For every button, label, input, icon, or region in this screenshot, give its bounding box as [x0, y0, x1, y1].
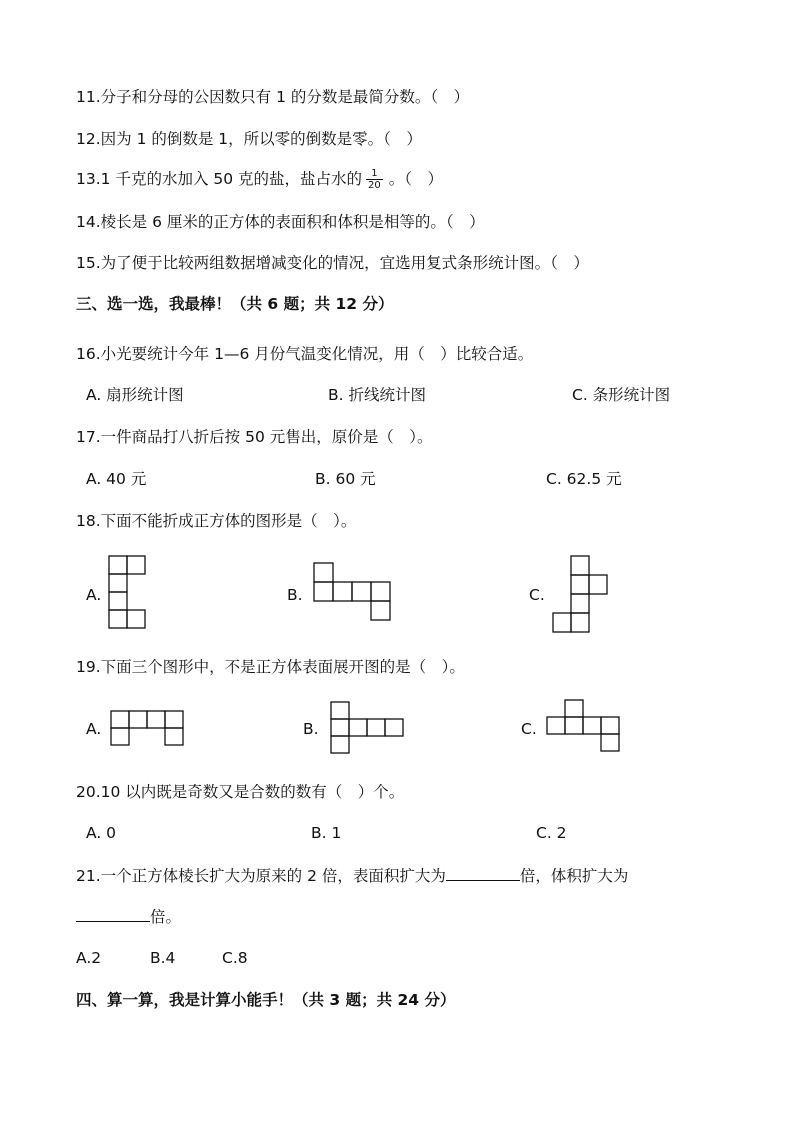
q19-label-a[interactable]: A.	[86, 720, 102, 738]
question-13	[76, 168, 443, 191]
q16-option-c[interactable]: C. 条形统计图	[572, 386, 671, 404]
question-19: 19.下面三个图形中，不是正方体表面展开图的是（ ）。	[76, 658, 465, 676]
q18-label-b[interactable]: B.	[287, 586, 303, 604]
q20-option-b[interactable]: B. 1	[311, 824, 342, 842]
q21-option-a[interactable]: A.2	[76, 949, 102, 967]
q17-option-a[interactable]: A. 40 元	[86, 470, 147, 488]
question-18: 18.下面不能折成正方体的图形是（ ）。	[76, 512, 357, 530]
q19-net-c[interactable]	[546, 699, 620, 755]
question-15: 15.为了便于比较两组数据增减变化的情况，宜选用复式条形统计图。（ ）	[76, 254, 589, 272]
fraction-denominator: 20	[368, 180, 381, 191]
q16-option-b[interactable]: B. 折线统计图	[328, 386, 426, 404]
q17-option-c[interactable]: C. 62.5 元	[546, 470, 622, 488]
q21-option-b[interactable]: B.4	[150, 949, 176, 967]
q18-net-b[interactable]	[313, 562, 391, 624]
q21-option-c[interactable]: C.8	[222, 949, 248, 967]
answer-blank-1[interactable]	[446, 864, 520, 881]
fraction-numerator: 1	[366, 168, 383, 180]
question-17: 17.一件商品打八折后按 50 元售出，原价是（ ）。	[76, 428, 433, 446]
q17-option-b[interactable]: B. 60 元	[315, 470, 376, 488]
q20-option-c[interactable]: C. 2	[536, 824, 567, 842]
question-16: 16.小光要统计今年 1—6 月份气温变化情况，用（ ）比较合适。	[76, 345, 534, 363]
question-13-text: 13.1 千克的水加入 50 克的盐，盐占水的	[76, 170, 363, 188]
q19-label-b[interactable]: B.	[303, 720, 319, 738]
question-21-cont	[76, 905, 181, 928]
section-4-heading: 四、算一算，我是计算小能手！（共 3 题；共 24 分）	[76, 991, 456, 1009]
q18-net-c[interactable]	[552, 555, 612, 635]
q19-net-a[interactable]	[110, 710, 184, 748]
q19-label-c[interactable]: C.	[521, 720, 537, 738]
question-21	[76, 864, 628, 887]
q18-label-a[interactable]: A.	[86, 586, 102, 604]
section-3-heading: 三、选一选，我最棒！（共 6 题；共 12 分）	[76, 295, 394, 313]
q19-net-b[interactable]	[330, 701, 404, 757]
q20-option-a[interactable]: A. 0	[86, 824, 117, 842]
fraction	[366, 168, 383, 191]
question-11: 11.分子和分母的公因数只有 1 的分数是最简分数。（ ）	[76, 88, 470, 106]
question-20: 20.10 以内既是奇数又是合数的数有（ ）个。	[76, 783, 405, 801]
question-14: 14.棱长是 6 厘米的正方体的表面积和体积是相等的。（ ）	[76, 213, 485, 231]
q18-label-c[interactable]: C.	[529, 586, 545, 604]
answer-blank-2[interactable]	[76, 905, 150, 922]
question-21-text-b: 倍，体积扩大为	[519, 867, 629, 885]
question-21-text-a: 21.一个正方体棱长扩大为原来的 2 倍，表面积扩大为	[76, 867, 446, 885]
question-13-tail: 。（ ）	[388, 170, 444, 188]
q18-net-a[interactable]	[108, 555, 148, 631]
question-21-text-c: 倍。	[150, 908, 182, 926]
question-12: 12.因为 1 的倒数是 1，所以零的倒数是零。（ ）	[76, 130, 422, 148]
q16-option-a[interactable]: A. 扇形统计图	[86, 386, 184, 404]
